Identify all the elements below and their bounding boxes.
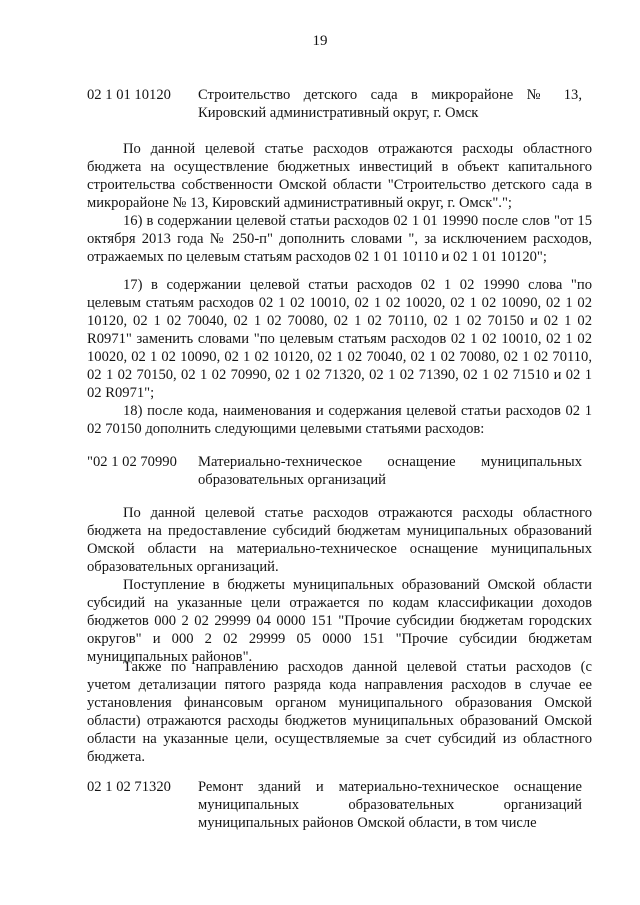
budget-entry-02-1-01-10120 xyxy=(87,86,592,122)
budget-code: 02 1 01 10120 xyxy=(87,87,171,103)
paragraph-description-2: По данной целевой статье расходов отражаются расходы областного бюджета на предоставление субсидий бюджетам муниципальных образований Омской области на материально-техническое оснащение муниципальных образовательных организаций. xyxy=(87,505,592,575)
paragraph-description-1: По данной целевой статье расходов отражаются расходы областного бюджета на осуществление бюджетных инвестиций в объект капитального строительства собственности Омской области "Строительство детского сада в микрорайоне № 13, Кировский административный округ, г. Омск"."; xyxy=(87,141,592,211)
budget-code: "02 1 02 70990 xyxy=(87,454,177,470)
paragraph-item-18: 18) после кода, наименования и содержания целевой статьи расходов 02 1 02 70150 дополнить следующими целевыми статьями расходов: xyxy=(87,403,592,437)
paragraph-item-17: 17) в содержании целевой статьи расходов 02 1 02 19990 слова "по целевым статьям расходов 02 1 02 10010, 02 1 02 10020, 02 1 02 10090, 02 1 02 10120, 02 1 02 70040, 02 1 02 70080, 02 1 02 70110, 02 1 02 70150 и 02 1 02 R0971" заменить словами "по целевым статьям расходов 02 1 02 10010, 02 1 02 10020, 02 1 02 10090, 02 1 02 10120, 02 1 02 70040, 02 1 02 70080, 02 1 02 70110, 02 1 02 70150, 02 1 02 70990, 02 1 02 71320, 02 1 02 71390, 02 1 02 71510 и 02 1 02 R0971"; xyxy=(87,277,592,401)
paragraph-also: Также по направлению расходов данной целевой статьи расходов (с учетом детализации пятого разряда кода направления расходов в случае ее установления финансовым органом муниципального образования Омской области) отражаются расходы бюджетов муниципальных образований Омской области на указанные цели, осуществляемые за счет субсидий из областного бюджета. xyxy=(87,659,592,765)
paragraph-revenue: Поступление в бюджеты муниципальных образований Омской области субсидий на указанные цели отражается по кодам классификации доходов бюджетов 000 2 02 29999 04 0000 151 "Прочие субсидии бюджетам городских округов" и 000 2 02 29999 05 0000 151 "Прочие субсидии бюджетам муниципальных районов". xyxy=(87,577,592,665)
paragraph-item-16: 16) в содержании целевой статьи расходов 02 1 01 19990 после слов "от 15 октября 2013 года № 250-п" дополнить словами ", за исключением расходов, отражаемых по целевым статьям расходов 02 1 01 10110 и 02 1 01 10120"; xyxy=(87,213,592,265)
page-number: 19 xyxy=(312,33,328,49)
budget-entry-title: Ремонт зданий и материально-техническое оснащение муниципальных образовательных организаций муниципальных районов Омской области, в том числе xyxy=(198,779,582,831)
budget-entry-02-1-02-70990 xyxy=(87,453,592,489)
budget-entry-02-1-02-71320 xyxy=(87,778,592,832)
budget-code: 02 1 02 71320 xyxy=(87,779,171,795)
budget-entry-title: Строительство детского сада в микрорайоне № 13, Кировский административный округ, г. Омск xyxy=(198,87,582,121)
budget-entry-title: Материально-техническое оснащение муниципальных образовательных организаций xyxy=(198,454,582,488)
